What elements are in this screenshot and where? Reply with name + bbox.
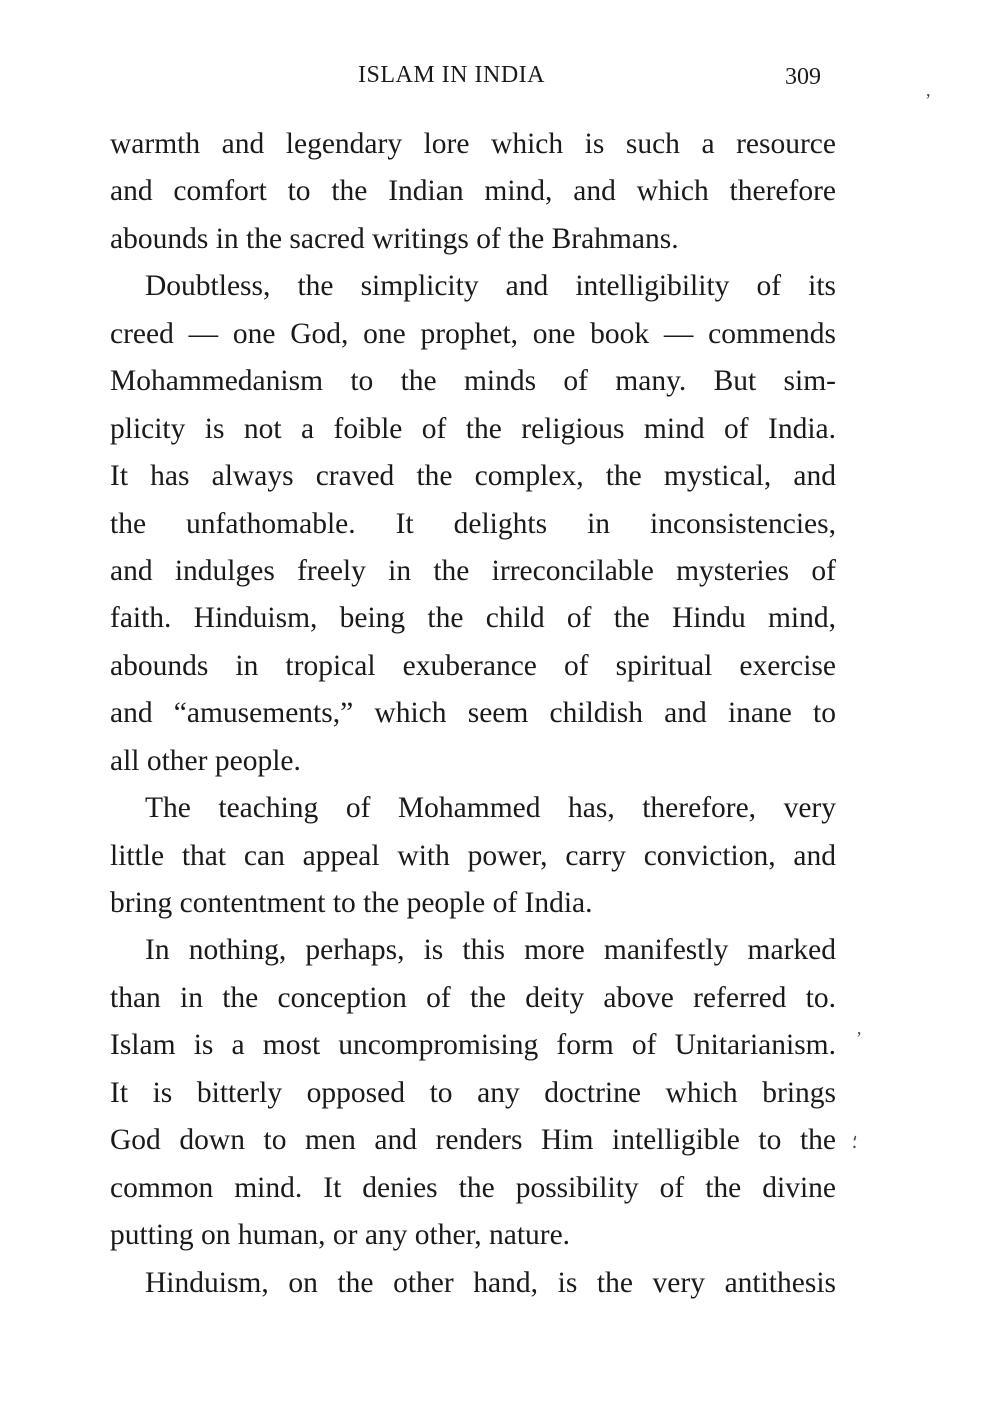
- paragraph: [110, 121, 836, 263]
- text-line: all other people.: [110, 744, 301, 777]
- text-line: In nothing, perhaps, is this more manifestly marked: [145, 934, 836, 967]
- text-line: It is bitterly opposed to any doctrine which brings: [110, 1076, 836, 1109]
- text-line: Hinduism, on the other hand, is the very antithesis: [145, 1266, 836, 1299]
- scan-speck: ’: [856, 1028, 862, 1048]
- page-number: 309: [785, 64, 821, 90]
- text-line: the unfathomable. It delights in inconsistencies,: [110, 507, 836, 540]
- text-line: faith. Hinduism, being the child of the Hindu mind,: [110, 602, 836, 635]
- text-line: The teaching of Mohammed has, therefore, very: [145, 792, 836, 825]
- text-line: Mohammedanism to the minds of many. But sim-: [110, 365, 836, 398]
- paragraph: [110, 927, 836, 1259]
- text-line: God down to men and renders Him intelligible to the: [110, 1124, 836, 1157]
- text-line: and indulges freely in the irreconcilable mysteries of: [110, 554, 836, 587]
- text-line: little that can appeal with power, carry conviction, and: [110, 839, 836, 872]
- text-line: common mind. It denies the possibility of the divine: [110, 1171, 836, 1204]
- text-line: bring contentment to the people of India.: [110, 887, 593, 919]
- body-text: [110, 121, 836, 1307]
- text-line: creed — one God, one prophet, one book — commends: [110, 317, 836, 350]
- text-line: plicity is not a foible of the religious mind of India.: [110, 412, 836, 445]
- paragraph: [110, 263, 836, 785]
- scan-speck: ⸵: [852, 1132, 857, 1152]
- text-line: warmth and legendary lore which is such a resource: [110, 128, 836, 160]
- text-line: and comfort to the Indian mind, and which therefore: [110, 175, 836, 208]
- paragraph: [110, 1260, 836, 1307]
- text-line: Doubtless, the simplicity and intelligibility of its: [145, 270, 836, 303]
- running-head: [0, 62, 1000, 98]
- text-line: than in the conception of the deity above referred to.: [110, 981, 836, 1014]
- text-line: Islam is a most uncompromising form of Unitarianism.: [110, 1029, 836, 1062]
- paragraph: [110, 785, 836, 927]
- text-line: It has always craved the complex, the mystical, and: [110, 460, 836, 493]
- text-line: abounds in the sacred writings of the Brahmans.: [110, 222, 679, 255]
- text-line: and “amusements,” which seem childish and inane to: [110, 697, 836, 730]
- running-title: ISLAM IN INDIA: [358, 62, 545, 88]
- text-line: putting on human, or any other, nature.: [110, 1219, 571, 1252]
- text-line: abounds in tropical exuberance of spiritual exercise: [110, 649, 836, 682]
- scan-speck: ,: [926, 80, 931, 100]
